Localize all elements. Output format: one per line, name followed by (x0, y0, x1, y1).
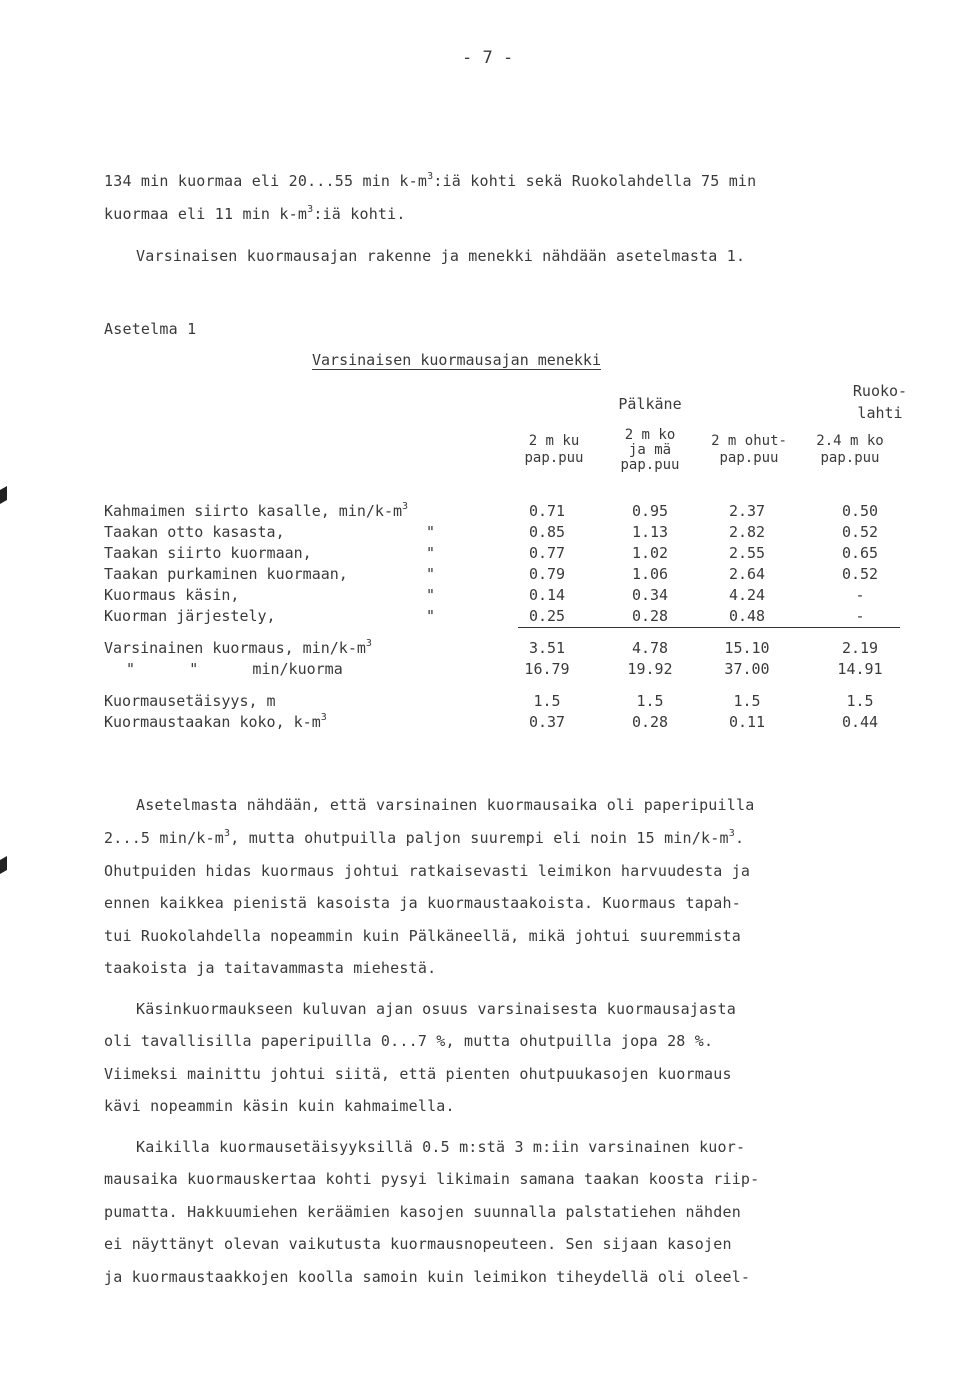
table-cell: 0.11 (728, 713, 766, 731)
paragraph-3-line-2: mausaika kuormauskertaa kohti pysyi likimain samana taakan koosta riip- (104, 1170, 760, 1188)
group-header-ruokolahti-1: Ruoko- (852, 382, 908, 400)
table-cell: 0.65 (841, 544, 879, 562)
table-cell: 1.13 (631, 523, 669, 541)
paragraph-1-line-5: tui Ruokolahdella nopeammin kuin Pälkäneellä, mikä johtui suuremmista (104, 927, 741, 945)
ditto-mark: " (426, 523, 436, 541)
paragraph-2-line-4: kävi nopeammin käsin kuin kahmaimella. (104, 1097, 455, 1115)
table-title: Varsinaisen kuormausajan menekki (312, 351, 601, 369)
table-cell: - (855, 586, 865, 604)
table-cell: 0.14 (528, 586, 566, 604)
table-cell: 2.82 (728, 523, 766, 541)
table-cell: 0.79 (528, 565, 566, 583)
intro-line-1: 134 min kuormaa eli 20...55 $\min k-m^3:iä$ kohti sekä Ruokolahdella 75 min (104, 171, 757, 190)
paragraph-2-line-2: oli tavallisilla paperipuilla 0...7 %, mutta ohutpuilla jopa 28 %. (104, 1032, 714, 1050)
paragraph-1-line-6: taakoista ja taitavammasta miehestä. (104, 959, 437, 977)
table-cell: 0.34 (631, 586, 669, 604)
paragraph-2-line-1: Käsinkuormaukseen kuluvan ajan osuus varsinaisesta kuormausajasta (136, 1000, 736, 1018)
table-cell: 0.37 (528, 713, 566, 731)
table-cell: 0.52 (841, 565, 879, 583)
table-cell: 2.64 (728, 565, 766, 583)
ditto-mark: " (426, 607, 436, 625)
table-cell: 4.78 (631, 639, 669, 657)
paragraph-3-line-4: ei näyttänyt olevan vaikutusta kuormausnopeuteen. Sen sijaan kasojen (104, 1235, 732, 1253)
scan-edge-mark (0, 856, 7, 874)
paragraph-3-line-3: pumatta. Hakkuumiehen keräämien kasojen suunnalla palstatiehen nähden (104, 1203, 741, 1221)
table-cell: 0.50 (841, 502, 879, 520)
table-cell: 0.48 (728, 607, 766, 625)
table-cell: 19.92 (627, 660, 673, 678)
table-cell: 14.91 (837, 660, 883, 678)
table-cell: 15.10 (724, 639, 770, 657)
ditto-mark: " (426, 565, 436, 583)
paragraph-2-line-3: Viimeksi mainittu johtui siitä, että pienten ohutpuukasojen kuormaus (104, 1065, 732, 1083)
table-cell: 0.71 (528, 502, 566, 520)
table-cell: 0.28 (631, 607, 669, 625)
table-cell: 1.5 (533, 692, 561, 710)
table-cell: 16.79 (524, 660, 570, 678)
table-cell: 0.85 (528, 523, 566, 541)
table-cell: 1.06 (631, 565, 669, 583)
table-cell: 0.52 (841, 523, 879, 541)
group-header-palkane: Pälkäne (618, 395, 682, 413)
table-cell: 0.44 (841, 713, 879, 731)
table-rule (518, 627, 900, 628)
table-cell: 37.00 (724, 660, 770, 678)
group-header-ruokolahti-2: lahti (857, 404, 903, 422)
table-cell: 2.37 (728, 502, 766, 520)
table-cell: 3.51 (528, 639, 566, 657)
ditto-mark: " (426, 544, 436, 562)
paragraph-1-line-1: Asetelmasta nähdään, että varsinainen kuormausaika oli paperipuilla (136, 796, 755, 814)
table-cell: 2.55 (728, 544, 766, 562)
column-header-4: 2.4 m ko pap.puu (816, 433, 884, 466)
paragraph-1-line-3: Ohutpuiden hidas kuormaus johtui ratkaisevasti leimikon harvuudesta ja (104, 862, 751, 880)
intro-line-2: kuormaa eli 11 $\min k-m^3:iä$ kohti. (104, 204, 406, 223)
table-cell: - (855, 607, 865, 625)
table-cell: 1.5 (733, 692, 761, 710)
ditto-mark: " (426, 586, 436, 604)
scan-edge-mark (0, 486, 7, 504)
table-cell: 0.25 (528, 607, 566, 625)
table-cell: 0.95 (631, 502, 669, 520)
table-cell: 1.5 (636, 692, 664, 710)
column-header-3: 2 m ohut- pap.puu (711, 433, 787, 466)
intro-line-3: Varsinaisen kuormausajan rakenne ja menekki nähdään asetelmasta 1. (136, 247, 746, 265)
paragraph-1-line-2: 2...5 $\min/k-m^3$, mutta ohutpuilla paljon suurempi eli noin 15 $\min/k-m^3$. (104, 828, 745, 847)
paragraph-3-line-5: ja kuormaustaakkojen koolla samoin kuin leimikon tiheydellä oli oleel- (104, 1268, 751, 1286)
table-cell: 4.24 (728, 586, 766, 604)
table-cell: 0.77 (528, 544, 566, 562)
column-header-2: 2 m ko ja mä pap.puu (620, 427, 680, 473)
table-cell: 1.5 (846, 692, 874, 710)
page-number: - 7 - (462, 48, 514, 68)
paragraph-1-line-4: ennen kaikkea pienistä kasoista ja kuormaustaakoista. Kuormaus tapah- (104, 894, 741, 912)
table-cell: 0.28 (631, 713, 669, 731)
table-cell: 2.19 (841, 639, 879, 657)
column-header-1: 2 m ku pap.puu (524, 433, 584, 466)
table-label: Asetelma 1 (104, 320, 197, 338)
paragraph-3-line-1: Kaikilla kuormausetäisyyksillä 0.5 m:stä 3 m:iin varsinainen kuor- (136, 1138, 746, 1156)
table-cell: 1.02 (631, 544, 669, 562)
